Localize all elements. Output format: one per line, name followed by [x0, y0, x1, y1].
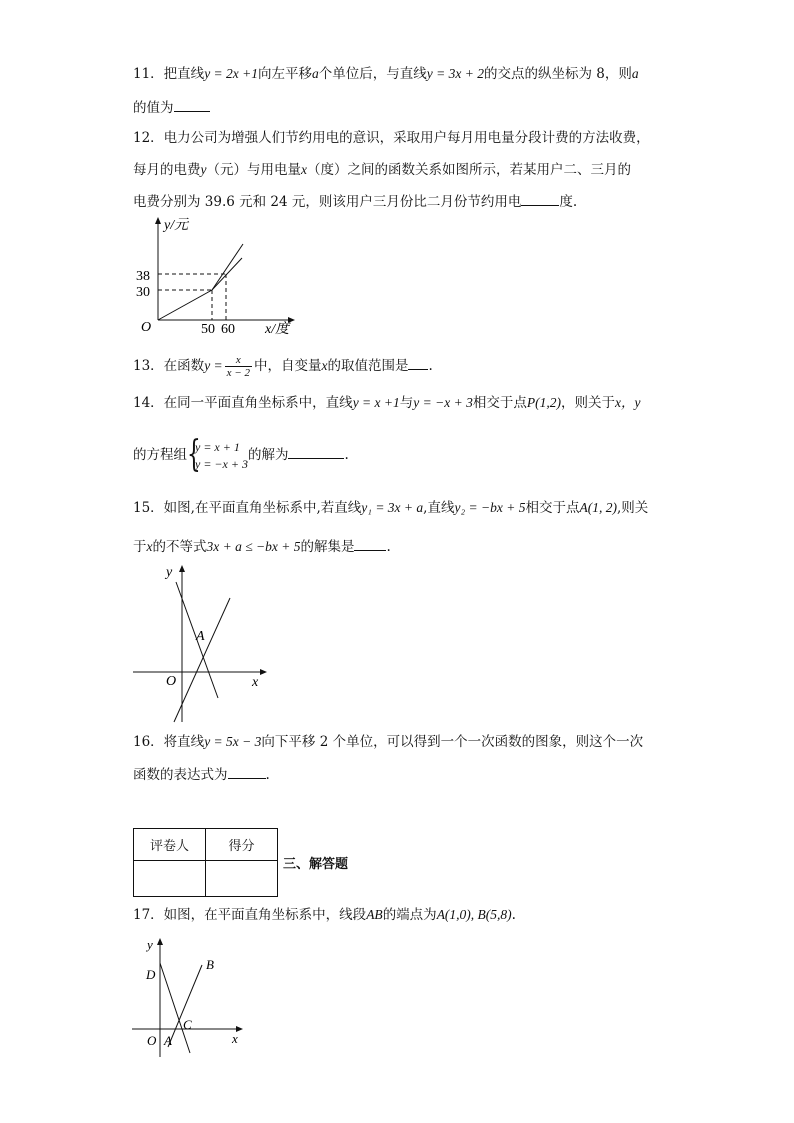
q12-text: 每月的电费 [133, 162, 201, 178]
q16-eq: y = 5x − 3 [204, 734, 262, 749]
q15-text: 15．如图,在平面直角坐标系中,若直线 [133, 500, 362, 516]
answer-blank[interactable] [174, 97, 210, 112]
point-d-label: D [146, 967, 156, 982]
grader-table [133, 828, 278, 897]
q12-text: （度）之间的函数关系如图所示，若某用户二、三月的 [307, 162, 631, 178]
q13-text: 的取值范围是 [327, 358, 409, 374]
q14-point: P(1,2) [526, 395, 561, 410]
point-a-label: A [164, 1033, 172, 1048]
y-tick-30: 30 [136, 285, 150, 300]
system-eq2: y = −x + 3 [195, 456, 248, 471]
q14-text: 相交于点 [472, 395, 527, 411]
system-eq1: y = x + 1 [195, 439, 240, 454]
x-axis-arrow [260, 669, 267, 675]
q11-var: a [631, 66, 639, 81]
origin-label: O [166, 674, 177, 689]
q15-point: A(1, 2) [579, 500, 617, 515]
q15-eq2: y₂ = −bx + 5 [454, 500, 526, 515]
grader-header: 评卷人 [134, 829, 206, 861]
lines-intersection-graph [128, 560, 268, 725]
answer-blank[interactable] [408, 355, 428, 370]
q12-text: 度. [559, 194, 578, 210]
x-tick-60: 60 [221, 322, 235, 337]
q15-eq1: y₁ = 3x + a [361, 500, 424, 515]
q16-line1 [133, 732, 643, 752]
electricity-graph [128, 212, 303, 340]
x-tick-50: 50 [201, 322, 215, 337]
origin-label: O [147, 1033, 157, 1048]
y-axis-label: y [166, 565, 173, 580]
q16-text: 函数的表达式为 [133, 767, 228, 783]
q11-var: a [312, 66, 319, 81]
q17-text: 17．如图，在平面直角坐标系中，线段 [133, 907, 367, 923]
q15-line2: 于x的不等式3x + a ≤ −bx + 5的解集是 . [133, 536, 391, 557]
origin-label: O [141, 320, 152, 335]
q13-line: 13．在函数y = $\frac{x}{x - 2}$ 中，自变量x的取值范围是 . [133, 354, 433, 379]
q13-text: 中，自变量 [253, 358, 322, 374]
score-header: 得分 [206, 829, 278, 861]
q16-text: 16．将直线 [133, 734, 205, 750]
q15-line1 [133, 498, 648, 518]
x-axis-label: x [232, 1031, 238, 1046]
point-c-label: C [183, 1017, 192, 1032]
fraction-denominator: x − 2 [226, 367, 250, 379]
q14-text: 的方程组 [133, 447, 187, 463]
q14-text: 的解为 [247, 447, 289, 463]
q17-line [133, 905, 516, 925]
q11-text: 个单位后，与直线 [318, 66, 427, 82]
q11-text: 11．把直线 [133, 66, 205, 82]
q12-var: x [301, 162, 307, 177]
grader-cell[interactable] [134, 861, 206, 897]
q17-text: . [511, 907, 516, 923]
fee-line-1 [158, 258, 242, 320]
fraction-numerator: x [225, 354, 252, 367]
q12-text: 12．电力公司为增强人们节约用电的意识，采取用户每月用电量分段计费的方法收费， [133, 130, 650, 146]
q11-text: 的值为 [133, 100, 174, 116]
q11-line2 [133, 97, 210, 118]
segment-ab [168, 965, 202, 1047]
q14-eq1: y = x +1 [352, 395, 400, 410]
q11-eq2: y = 3x + 2 [426, 66, 484, 81]
q14-vars: x，y [614, 395, 641, 410]
y-axis-arrow [157, 938, 163, 945]
q15-inequality: 3x + a ≤ −bx + 5 [206, 539, 301, 554]
q12-line3 [133, 191, 577, 212]
x-axis-label: x [252, 675, 259, 690]
q17-text: 的端点为 [382, 907, 437, 923]
point-b-label: B [206, 957, 214, 972]
q14-text: ，则关于 [560, 395, 615, 411]
point-a-label: A [196, 629, 205, 644]
q11-text: 的交点的纵坐标为 8，则 [484, 66, 632, 82]
section-title: 三、解答题 [283, 857, 349, 872]
q15-text: 相交于点 [525, 500, 580, 516]
q12-var: y [200, 162, 207, 177]
q14-text: 与 [399, 395, 414, 411]
y-axis-arrow [155, 217, 161, 224]
segment-graph [128, 935, 253, 1060]
q17-segment: AB [366, 907, 383, 922]
q14-line2: 的方程组 { y = x + 1 y = −x + 3 的解为 . [133, 433, 349, 475]
q15-text: ,直线 [423, 500, 455, 516]
q13-eq: y = [204, 358, 223, 373]
y-axis-label: y [147, 937, 153, 952]
q16-line2: 函数的表达式为 . [133, 764, 270, 785]
q14-eq2: y = −x + 3 [413, 395, 473, 410]
fee-line-2 [212, 244, 243, 290]
q15-text: ,则关 [616, 500, 649, 516]
q14-text: 14．在同一平面直角坐标系中，直线 [133, 395, 353, 411]
q12-text: 电费分别为 39.6 元和 24 元，则该用户三月份比二月份节约用电 [133, 194, 522, 210]
q17-points: A(1,0), B(5,8) [436, 907, 512, 922]
score-cell[interactable] [206, 861, 278, 897]
y-tick-38: 38 [136, 269, 150, 284]
y-axis-label: y/元 [164, 218, 189, 233]
q16-text: 向下平移 2 个单位，可以得到一个一次函数的图象，则这个一次 [261, 734, 644, 750]
q15-text: 于 [133, 539, 147, 555]
q13-var: x [321, 358, 328, 373]
q12-line2 [133, 160, 631, 180]
answer-blank[interactable] [228, 764, 266, 779]
answer-blank[interactable] [354, 536, 386, 551]
y-axis-arrow [179, 565, 185, 572]
q14-line1 [133, 393, 640, 413]
q15-text: 的不等式 [152, 539, 207, 555]
q11-line1 [133, 64, 639, 84]
q15-text: 的解集是 [300, 539, 355, 555]
q12-line1 [133, 128, 650, 148]
q13-fraction [225, 354, 252, 379]
answer-blank[interactable] [521, 191, 559, 206]
q13-text: 13．在函数 [133, 358, 205, 374]
answer-blank[interactable] [288, 444, 344, 459]
q11-eq1: y = 2x +1 [204, 66, 259, 81]
brace-glyph: { [187, 433, 201, 475]
x-axis-label: x/度 [265, 322, 290, 337]
q11-text: 向左平移 [258, 66, 313, 82]
q15-var: x [146, 539, 153, 554]
q12-text: （元）与用电量 [206, 162, 301, 178]
equation-system [187, 433, 248, 475]
